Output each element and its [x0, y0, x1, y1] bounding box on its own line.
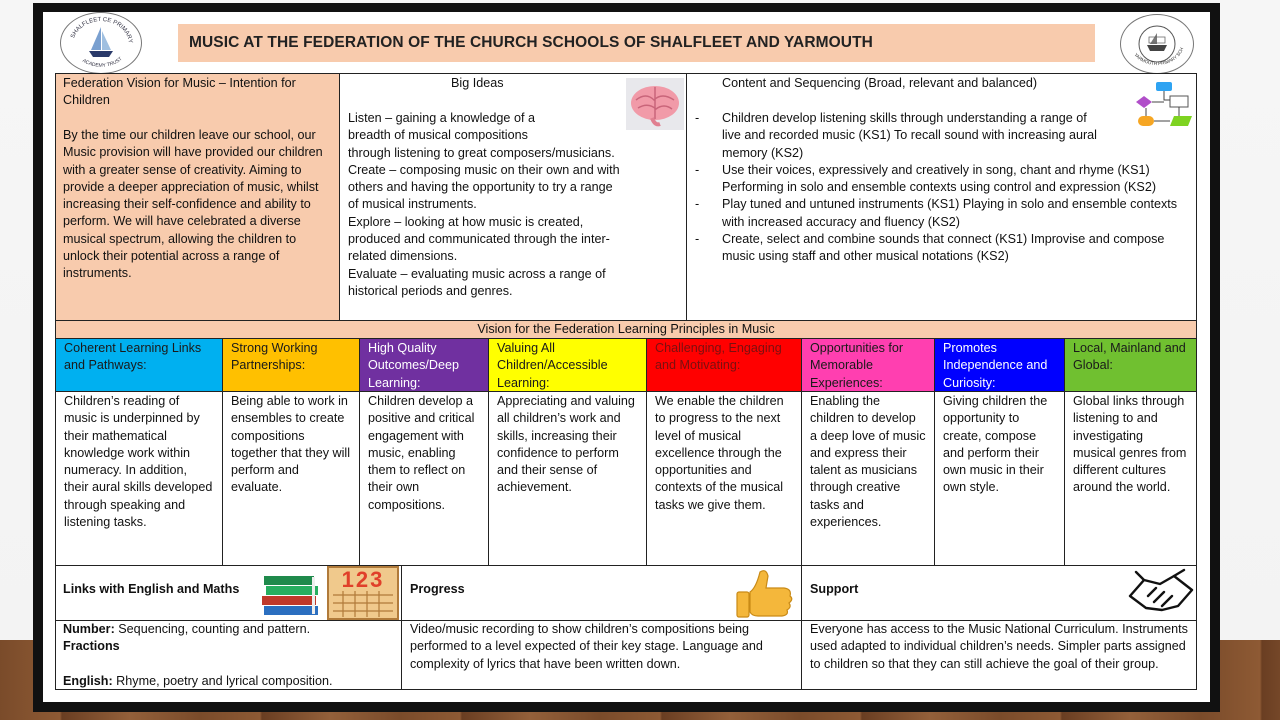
- big-ideas-line: Create – composing music on their own and with: [348, 162, 620, 177]
- principle-body-independence: Giving children the opportunity to create, compose and perform their own music in their own style.: [934, 391, 1065, 566]
- books-icon: [258, 568, 324, 618]
- english-line: [63, 673, 399, 690]
- principle-header-challenging: Challenging, Engaging and Motivating:: [646, 338, 802, 392]
- svg-text:ACADEMY TRUST: ACADEMY TRUST: [81, 56, 124, 69]
- english-text: Rhyme, poetry and lyrical composition.: [112, 673, 333, 688]
- principle-body-coherent: Children’s reading of music is underpinned by their mathematical knowledge work within numeracy. In addition, their aural skills developed through speaking and listening tasks.: [55, 391, 223, 566]
- principle-body-quality: Children develop a positive and critical engagement with music, enabling them to reflect on their own compositions.: [359, 391, 489, 566]
- progress-heading: Progress: [410, 582, 465, 596]
- links-body: [63, 621, 399, 690]
- principle-header-quality: High Quality Outcomes/Deep Learning:: [359, 338, 489, 392]
- big-ideas-line: through listening to great composers/musicians.: [348, 145, 615, 160]
- principle-header-memorable: Opportunities for Memorable Experiences:: [801, 338, 935, 392]
- svg-text:YARMOUTH PRIMARY SCHOOL: YARMOUTH PRIMARY SCH: [1133, 46, 1185, 67]
- big-ideas-line: related dimensions.: [348, 249, 458, 264]
- progress-body: Video/music recording to show children’s compositions being performed to a level expected of their key stage. Language and complexity of lyrics that have been written down.: [410, 622, 763, 671]
- shalfleet-school-logo: [60, 12, 142, 74]
- principle-header-independence: Promotes Independence and Curiosity:: [934, 338, 1065, 392]
- number-line: [63, 621, 399, 638]
- content-heading: Content and Sequencing (Broad, relevant and balanced): [722, 76, 1038, 90]
- yarmouth-school-logo: [1120, 14, 1194, 74]
- principle-body-challenging: We enable the children to progress to the next level of musical excellence through the opportunities and contexts of the musical tasks we give them.: [646, 391, 802, 566]
- number-label: Number:: [63, 622, 115, 636]
- content-item: - Create, select and combine sounds that connect (KS1) Improvise and compose music using staff and other musical notations (KS2): [686, 231, 1191, 266]
- principle-header-partnerships: Strong Working Partnerships:: [222, 338, 360, 392]
- vision-heading: Federation Vision for Music – Intention for Children: [63, 76, 296, 108]
- principle-header-valuing: Valuing All Children/Accessible Learning:: [488, 338, 647, 392]
- principle-body-valuing: Appreciating and valuing all children’s work and skills, increasing their confidence to perform and their sense of achievement.: [488, 391, 647, 566]
- links-heading: Links with English and Maths: [63, 582, 240, 596]
- support-body: Everyone has access to the Music National Curriculum. Instruments used adapted to individual children’s needs. Simpler parts assigned to children so that they can still achieve the goal of their group.: [810, 622, 1188, 671]
- numbers-icon-text: 123: [341, 567, 385, 592]
- handshake-icon: [1126, 566, 1196, 618]
- fractions-line: [63, 638, 399, 655]
- principle-body-memorable: Enabling the children to develop a deep love of music and express their talent as musicians through creative tasks and experiences.: [801, 391, 935, 566]
- big-ideas-line: historical periods and genres.: [348, 283, 513, 298]
- vision-body: By the time our children leave our school, our Music provision will have provided our children with a greater sense of creativity. Aiming to provide a deeper appreciation of music, whilst increasing their self-confidence and ability to perform. We will have celebrated a diverse musical spectrum, allowing the children to unlock their potential across a range of instruments.: [63, 128, 323, 281]
- principle-body-global: Global links through listening to and investigating musical genres from different cultures around the world.: [1064, 391, 1197, 566]
- principle-header-global: Local, Mainland and Global:: [1064, 338, 1197, 392]
- svg-text:SHALFLEET CE PRIMARY: SHALFLEET CE PRIMARY: [70, 16, 133, 44]
- support-heading: Support: [810, 582, 859, 596]
- content-item: - Children develop listening skills through understanding a range of live and recorded music (KS1) To recall sound with increasing aural memory (KS2): [686, 110, 1191, 162]
- content-item: - Play tuned and untuned instruments (KS1) Playing in solo and ensemble contexts with increased accuracy and fluency (KS2): [686, 196, 1191, 231]
- big-ideas-line: produced and communicated through the inter-: [348, 232, 610, 247]
- big-ideas-text: [348, 110, 684, 300]
- principle-body-partnerships: Being able to work in ensembles to create compositions together that they will perform and evaluate.: [222, 391, 360, 566]
- principles-heading: Vision for the Federation Learning Principles in Music: [55, 320, 1197, 339]
- big-ideas-heading: Big Ideas: [451, 76, 504, 90]
- page-title: MUSIC AT THE FEDERATION OF THE CHURCH SCHOOLS OF SHALFLEET AND YARMOUTH: [178, 24, 1095, 62]
- number-text: Sequencing, counting and pattern.: [114, 622, 311, 636]
- big-ideas-line: Evaluate – evaluating music across a range of: [348, 266, 606, 281]
- numbers-icon: [327, 566, 399, 620]
- big-ideas-line: Listen – gaining a knowledge of a: [348, 111, 535, 125]
- spacer-line: [63, 656, 399, 673]
- big-ideas-line: others and having the opportunity to try a range: [348, 180, 613, 195]
- thumbs-up-icon: [732, 566, 800, 620]
- fractions-label: Fractions: [63, 639, 120, 654]
- big-ideas-line: breadth of musical compositions: [348, 128, 528, 143]
- big-ideas-line: Explore – looking at how music is created,: [348, 214, 584, 229]
- english-label: English:: [63, 673, 113, 688]
- big-ideas-line: of musical instruments.: [348, 197, 477, 212]
- content-list: [686, 110, 1191, 266]
- principle-header-coherent: Coherent Learning Links and Pathways:: [55, 338, 223, 392]
- content-item: - Use their voices, expressively and creatively in song, chant and rhyme (KS1) Performing in solo and ensemble contexts using control and expression (KS2): [686, 162, 1191, 197]
